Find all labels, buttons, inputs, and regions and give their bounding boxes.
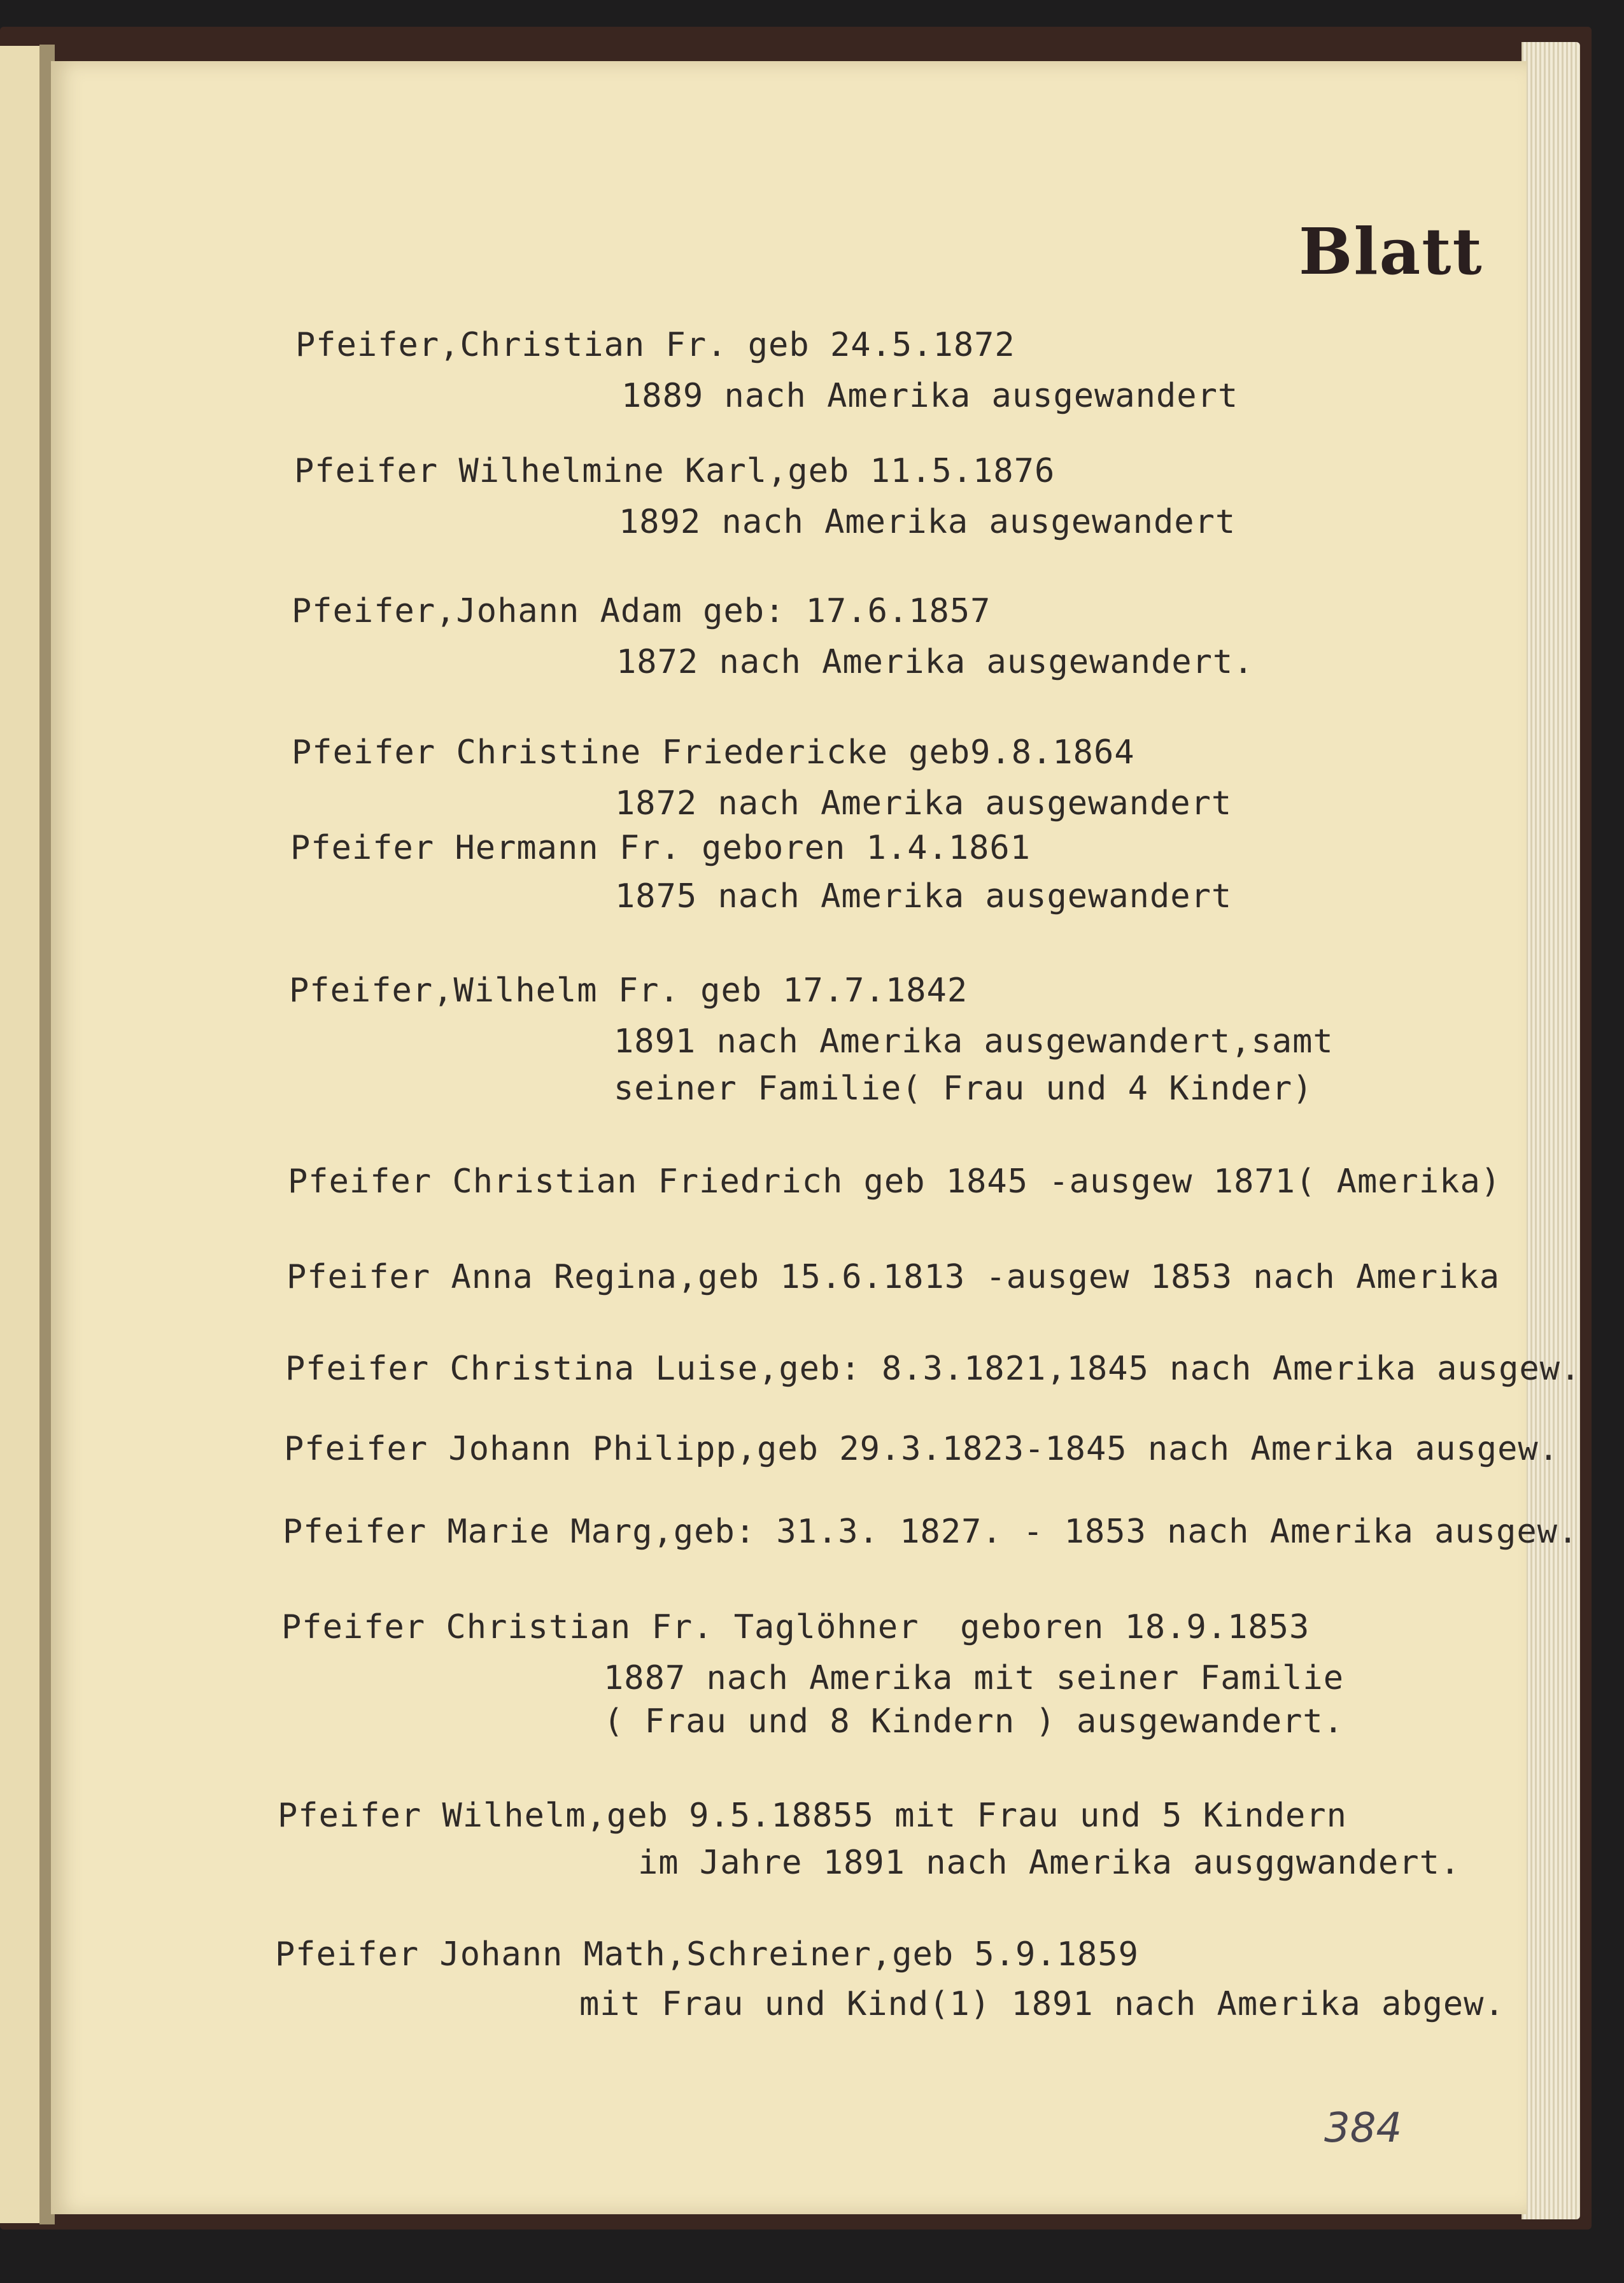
entry-5-name: Pfeifer Hermann Fr. geboren 1.4.1861: [290, 829, 1031, 867]
entry-4-name: Pfeifer Christine Friedericke geb9.8.1864: [292, 733, 1135, 772]
entry-10: Pfeifer Johann Philipp,geb 29.3.1823-1845 nach Amerika ausgew.: [284, 1430, 1560, 1468]
entry-12-note-cont: ( Frau und 8 Kindern ) ausgewandert.: [604, 1702, 1345, 1741]
entry-12-name: Pfeifer Christian Fr. Taglöhner geboren 18.9.1853: [281, 1608, 1310, 1646]
left-page-edge: [0, 46, 41, 2223]
entry-3-name: Pfeifer,Johann Adam geb: 17.6.1857: [292, 592, 991, 630]
entry-9: Pfeifer Christina Luise,geb: 8.3.1821,1845 nach Amerika ausgew.: [285, 1350, 1581, 1388]
page-number: 384: [1324, 2105, 1402, 2152]
entry-4-note: 1872 nach Amerika ausgewandert: [615, 784, 1232, 823]
entry-6-name: Pfeifer,Wilhelm Fr. geb 17.7.1842: [289, 972, 968, 1010]
entry-8: Pfeifer Anna Regina,geb 15.6.1813 -ausgew 1853 nach Amerika: [286, 1258, 1500, 1296]
entry-14-name: Pfeifer Johann Math,Schreiner,geb 5.9.1859: [275, 1935, 1139, 1974]
entry-12-note: 1887 nach Amerika mit seiner Familie: [604, 1659, 1345, 1697]
entry-14-note: mit Frau und Kind(1) 1891 nach Amerika abgew.: [579, 1985, 1505, 2023]
page-heading: Blatt: [1299, 214, 1483, 289]
entry-3-note: 1872 nach Amerika ausgewandert.: [616, 643, 1254, 681]
document-page: [51, 61, 1581, 2214]
entry-2-note: 1892 nach Amerika ausgewandert: [619, 503, 1236, 541]
entry-13-note: im Jahre 1891 nach Amerika ausggwandert.: [638, 1844, 1461, 1882]
entry-7: Pfeifer Christian Friedrich geb 1845 -ausgew 1871( Amerika): [288, 1163, 1502, 1201]
entry-2-name: Pfeifer Wilhelmine Karl,geb 11.5.1876: [294, 452, 1056, 490]
entry-6-note-cont: seiner Familie( Frau und 4 Kinder): [614, 1070, 1313, 1108]
page-stack-edge: [1522, 42, 1580, 2219]
entry-5-note: 1875 nach Amerika ausgewandert: [615, 877, 1232, 915]
entry-13-name: Pfeifer Wilhelm,geb 9.5.18855 mit Frau und 5 Kindern: [278, 1797, 1347, 1835]
entry-1-note: 1889 nach Amerika ausgewandert: [621, 377, 1239, 415]
entry-1-name: Pfeifer,Christian Fr. geb 24.5.1872: [295, 326, 1015, 364]
entry-11: Pfeifer Marie Marg,geb: 31.3. 1827. - 1853 nach Amerika ausgew.: [283, 1513, 1579, 1551]
entry-6-note: 1891 nach Amerika ausgewandert,samt: [614, 1022, 1334, 1061]
